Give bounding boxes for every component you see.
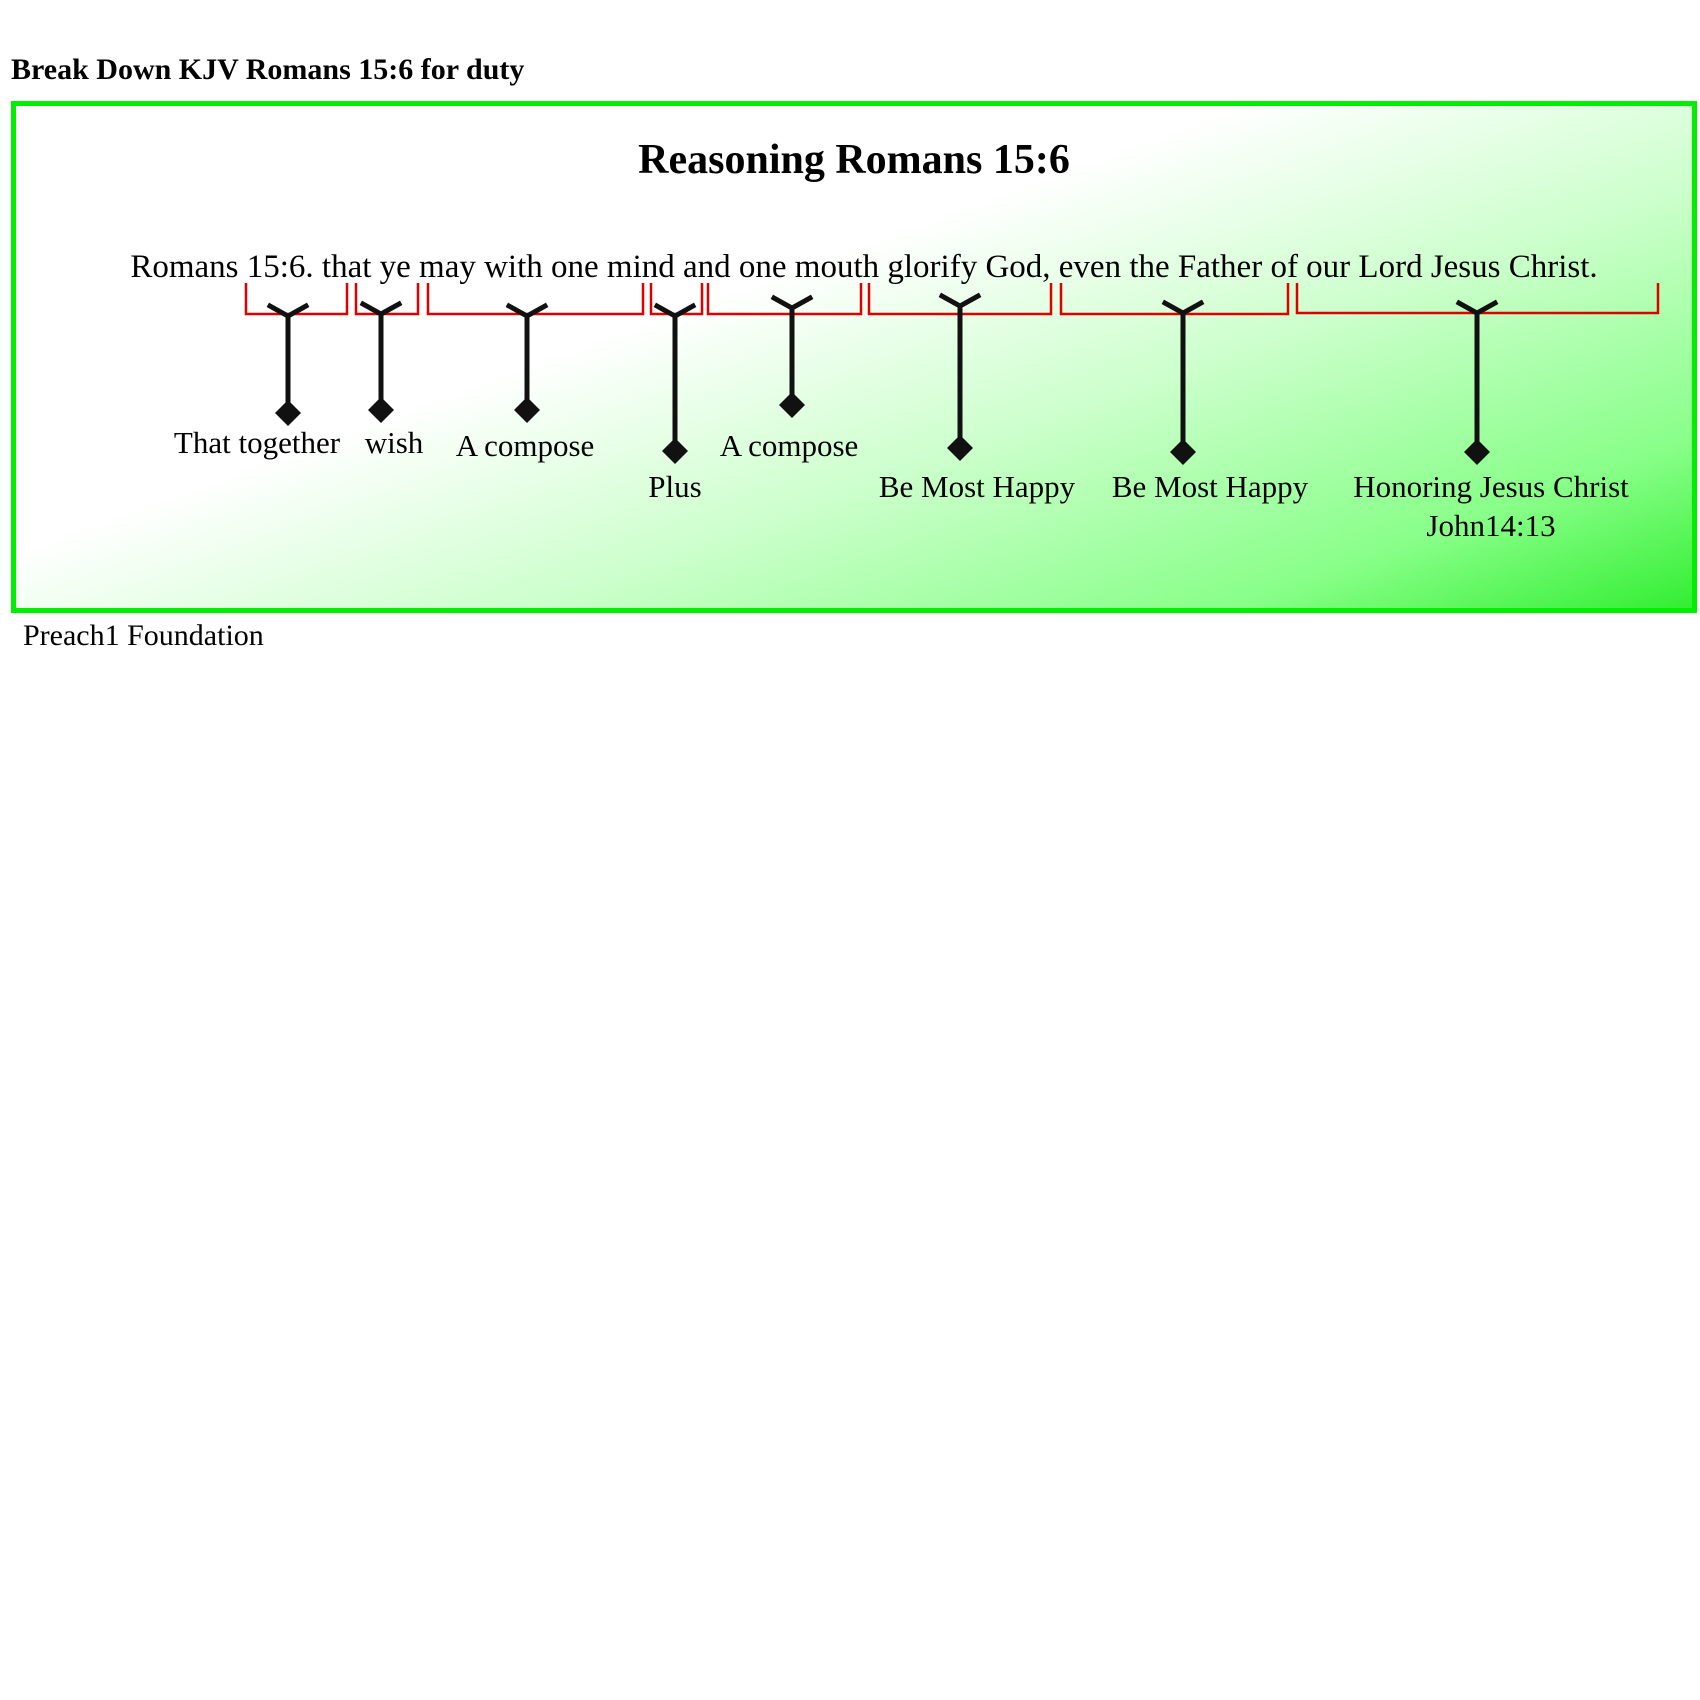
chevron-one-mouth [774,298,810,308]
label-a-compose-mind: A compose [455,428,595,463]
label-plus: Plus [648,469,702,504]
diamond-and [662,438,688,464]
bracket-one-mouth [708,283,861,314]
chevron-of-our-lord [1459,303,1495,313]
label-be-most-happy-glorify: Be Most Happy [878,469,1076,504]
verse-text: Romans 15:6. that ye may with one mind and one mouth glorify God, even the Father of our Lord Jesus Christ. [130,249,1598,285]
chevron-even-the-father [1165,303,1201,313]
diamond-one-mouth [779,392,805,418]
diamond-even-the-father [1170,439,1196,465]
label-be-most-happy-father: Be Most Happy [1111,469,1309,504]
diagram-title: Reasoning Romans 15:6 [638,137,1070,183]
chevron-glorify-god [942,296,978,306]
label-that-together: That together [173,425,341,460]
label-a-compose-mouth: A compose [719,428,859,463]
diamond-that-ye [275,400,301,426]
diamond-with-one-mind [514,397,540,423]
label-wish: wish [364,425,424,460]
diamond-may [368,397,394,423]
label-honoring-jesus-christ: Honoring Jesus Christ [1353,469,1629,504]
footer-credit: Preach1 Foundation [23,619,264,652]
page-heading: Break Down KJV Romans 15:6 for duty [11,53,525,86]
bracket-of-our-lord [1297,283,1658,313]
diamond-of-our-lord [1464,439,1490,465]
diamond-glorify-god [947,435,973,461]
chevron-may [363,304,399,314]
label-john-14-13: John14:13 [1426,508,1556,543]
